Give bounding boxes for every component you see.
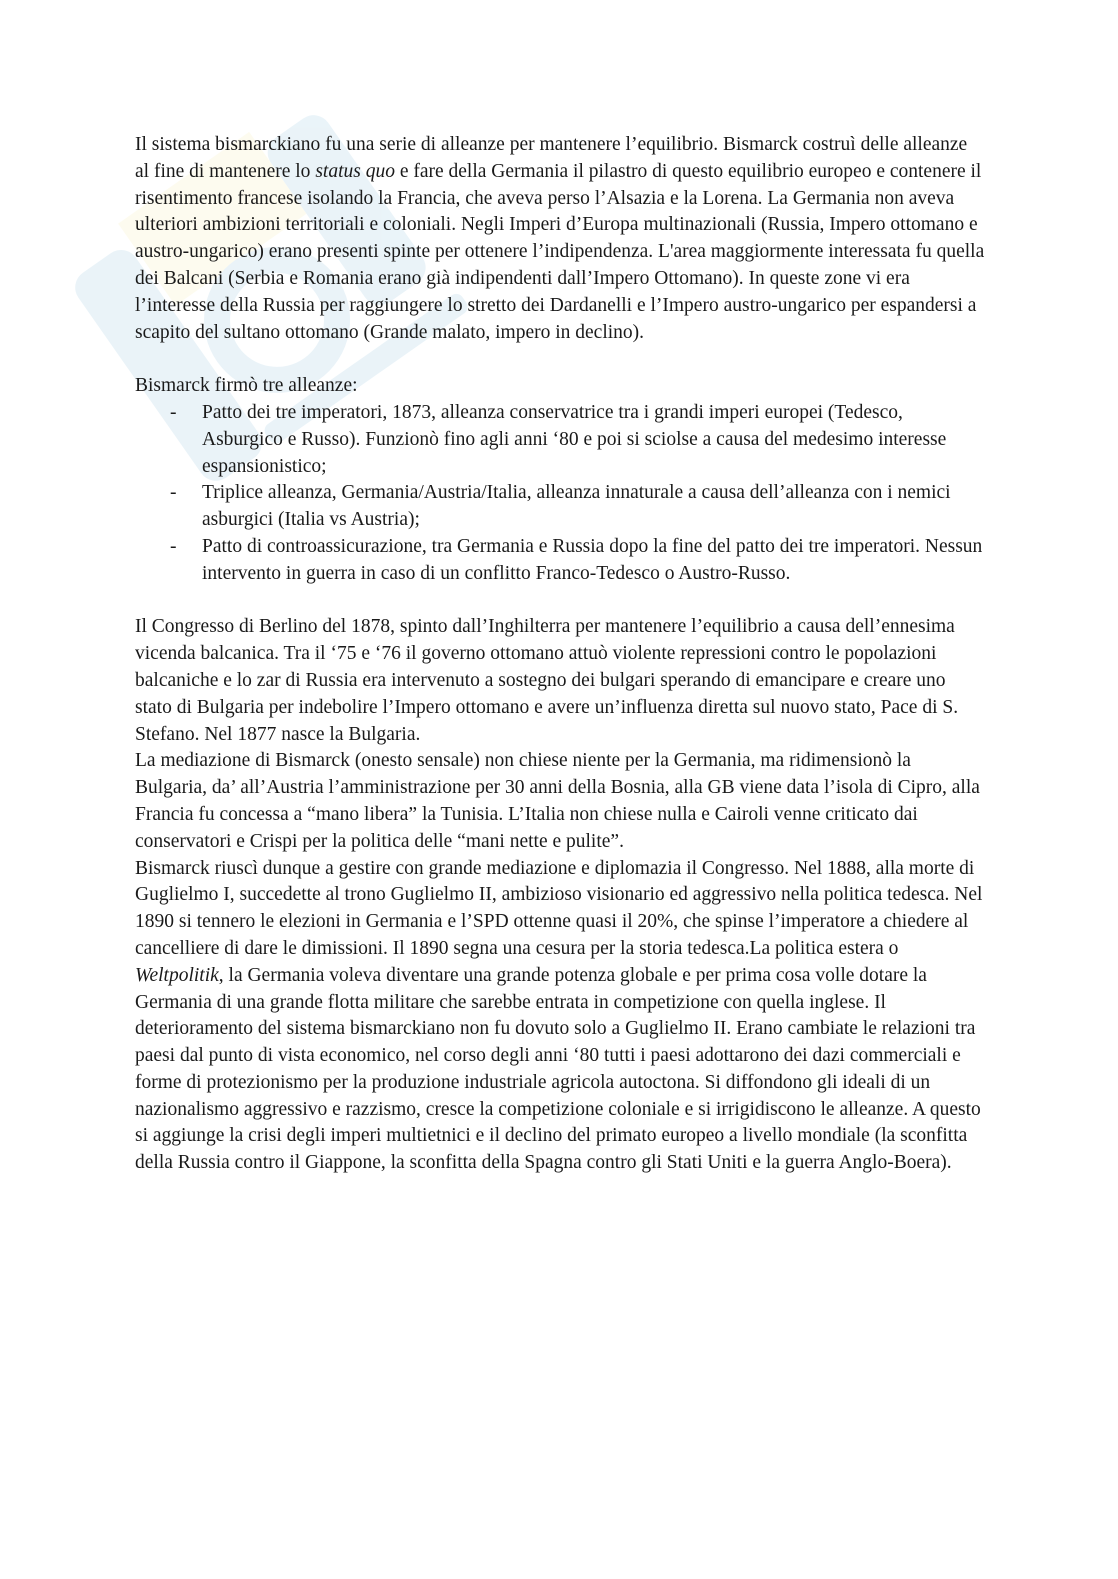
- intro-text-2: e fare della Germania il pilastro di questo equilibrio europeo e contenere il risentimento francese isolando la Francia, che aveva perso l’Alsazia e la Lorena. La Germania non aveva ulteriori ambizioni territoriali e coloniali. Negli Imperi d’Europa multinazionali (Russia, Impero ottomano e austro-ungarico) erano presenti spinte per ottenere l’indipendenza. L'area maggiormente interessata fu quella dei Balcani (Serbia e Romania erano già indipendenti dall’Impero Ottomano). In queste zone vi era l’interesse della Russia per raggiungere lo stretto dei Dardanelli e l’Impero austro-ungarico per espandersi a scapito del sultano ottomano (Grande malato, impero in declino).: [135, 160, 985, 343]
- bullet-dash: -: [170, 535, 177, 557]
- intro-text-1: Il sistema bismarckiano fu una serie di alleanze per mantenere l’equilibrio. Bismarck costruì delle alleanze al fine di mantenere lo: [135, 134, 968, 182]
- intro-paragraph: [135, 132, 985, 346]
- list-item: [135, 400, 985, 480]
- document-body: [135, 132, 985, 1177]
- list-item-text: Patto dei tre imperatori, 1873, alleanza conservatrice tra i grandi imperi europei (Tedesco, Asburgico e Russo). Funzionò fino agli anni ‘80 e poi si sciolse a causa del medesimo interesse espansionistico;: [202, 401, 947, 477]
- list-item-text: Patto di controassicurazione, tra Germania e Russia dopo la fine del patto dei tre imperatori. Nessun intervento in guerra in caso di un conflitto Franco-Tedesco o Austro-Russo.: [202, 535, 983, 584]
- bullet-dash: -: [170, 482, 177, 504]
- bullet-dash: -: [170, 401, 177, 423]
- conclusion-italic-weltpolitik: Weltpolitik: [135, 964, 219, 986]
- conclusion-text-2: , la Germania voleva diventare una grande potenza globale e per prima cosa volle dotare la Germania di una grande flotta militare che sarebbe entrata in competizione con quella inglese. Il deterioramento del sistema bismarckiano non fu dovuto solo a Guglielmo II. Erano cambiate le relazioni tra paesi dal punto di vista economico, nel corso degli anni ‘80 tutti i paesi adottarono dei dazi commerciali e forme di protezionismo per la produzione industriale agricola autoctona. Si diffondono gli ideali di un nazionalismo aggressivo e razzismo, cresce la competizione coloniale e si irrigidiscono le alleanze. A questo si aggiunge la crisi degli imperi multietnici e il declino del primato europeo a livello mondiale (la sconfitta della Russia contro il Giappone, la sconfitta della Spagna contro gli Stati Uniti e la guerra Anglo-Boera).: [135, 964, 981, 1174]
- paragraph-spacer: [135, 588, 985, 615]
- mediation-paragraph: La mediazione di Bismarck (onesto sensale) non chiese niente per la Germania, ma ridimensionò la Bulgaria, da’ all’Austria l’amministrazione per 30 anni della Bosnia, alla GB viene data l’isola di Cipro, alla Francia fu concessa a “mano libera” la Tunisia. L’Italia non chiese nulla e Cairoli venne criticato dai conservatori e Crispi per la politica delle “mani nette e pulite”.: [135, 750, 980, 852]
- alliances-intro: Bismarck firmò tre alleanze:: [135, 375, 358, 397]
- congress-paragraph: Il Congresso di Berlino del 1878, spinto dall’Inghilterra per mantenere l’equilibrio a causa dell’ennesima vicenda balcanica. Tra il ‘75 e ‘76 il governo ottomano attuò violente repressioni contro le popolazioni balcaniche e lo zar di Russia era intervenuto a sostegno dei bulgari sperando di emancipare e creare uno stato di Bulgaria per indebolire l’Impero ottomano e avere un’influenza diretta sul nuovo stato, Pace di S. Stefano. Nel 1877 nasce la Bulgaria.: [135, 616, 959, 745]
- conclusion-paragraph: [135, 856, 985, 1178]
- alliances-list: [135, 400, 985, 588]
- list-item: [135, 534, 985, 588]
- list-item: [135, 480, 985, 534]
- intro-italic-status-quo: status quo: [315, 160, 395, 182]
- list-item-text: Triplice alleanza, Germania/Austria/Italia, alleanza innaturale a causa dell’alleanza con i nemici asburgici (Italia vs Austria);: [202, 482, 951, 531]
- conclusion-text-1: Bismarck riuscì dunque a gestire con grande mediazione e diplomazia il Congresso. Nel 1888, alla morte di Guglielmo I, succedette al trono Guglielmo II, ambizioso visionario ed aggressivo nella politica tedesca. Nel 1890 si tennero le elezioni in Germania e l’SPD ottenne quasi il 20%, che spinse l’imperatore a chiedere al cancelliere di dare le dimissioni. Il 1890 segna una cesura per la storia tedesca.La politica estera o: [135, 857, 983, 959]
- paragraph-spacer: [135, 346, 985, 373]
